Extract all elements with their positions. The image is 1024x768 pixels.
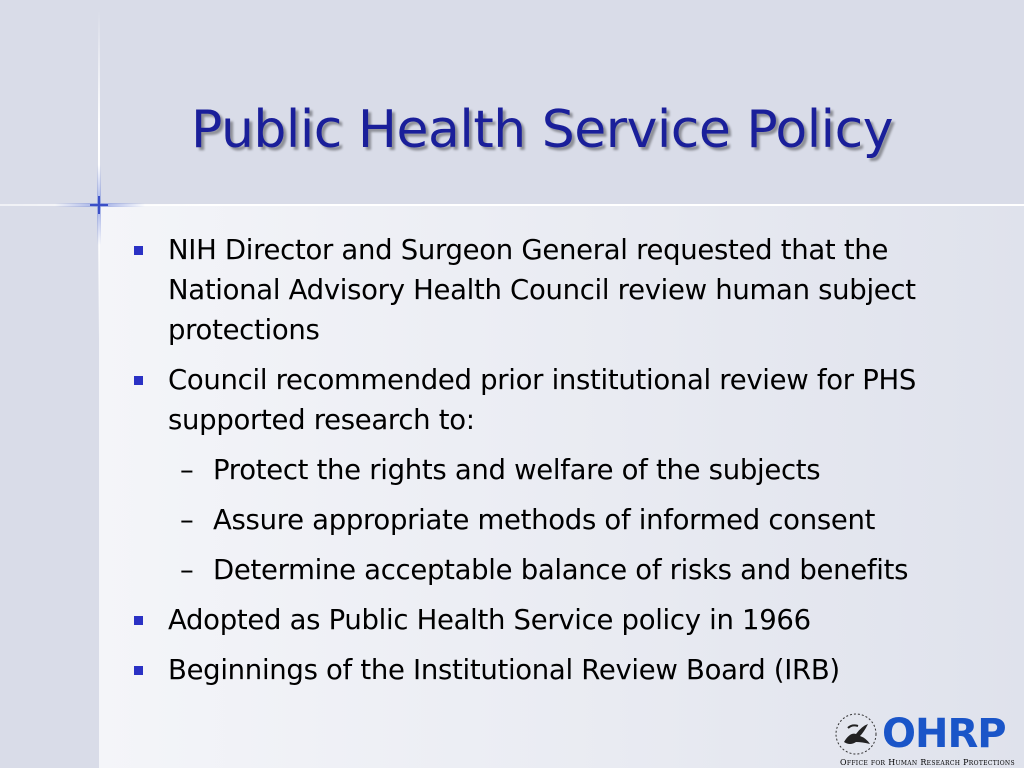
ohrp-logo: [834, 712, 1014, 768]
sub-bullet-item: [130, 450, 990, 490]
bullet-item: [130, 360, 990, 440]
square-bullet-icon: [134, 616, 143, 625]
bullet-text: Council recommended prior institutional review for PHS supported research to:: [168, 364, 917, 436]
bullet-item: [130, 230, 990, 350]
slide-content: [130, 230, 990, 700]
logo-wordmark: OHRP: [882, 711, 1006, 757]
dash-marker: –: [180, 504, 194, 536]
sparkle-star-icon: [90, 196, 108, 214]
bullet-text: NIH Director and Surgeon General requested that the National Advisory Health Council review human subject protections: [168, 234, 916, 346]
slide-title: Public Health Service Policy: [191, 100, 893, 160]
sub-bullet-item: [130, 550, 990, 590]
bullet-text: Beginnings of the Institutional Review Board (IRB): [168, 654, 840, 686]
sub-bullet-text: Determine acceptable balance of risks and benefits: [213, 554, 909, 586]
bullet-text: Adopted as Public Health Service policy in 1966: [168, 604, 811, 636]
square-bullet-icon: [134, 246, 143, 255]
logo-tagline: Office for Human Research Protections: [840, 758, 1015, 767]
hhs-eagle-icon: [834, 712, 880, 756]
dash-marker: –: [180, 554, 194, 586]
bullet-item: [130, 600, 990, 640]
sub-bullet-item: [130, 500, 990, 540]
dash-marker: –: [180, 454, 194, 486]
bullet-item: [130, 650, 990, 690]
horizontal-accent-line: [0, 204, 1024, 206]
sub-bullet-text: Assure appropriate methods of informed consent: [213, 504, 876, 536]
sub-bullet-text: Protect the rights and welfare of the subjects: [213, 454, 821, 486]
square-bullet-icon: [134, 666, 143, 675]
square-bullet-icon: [134, 376, 143, 385]
